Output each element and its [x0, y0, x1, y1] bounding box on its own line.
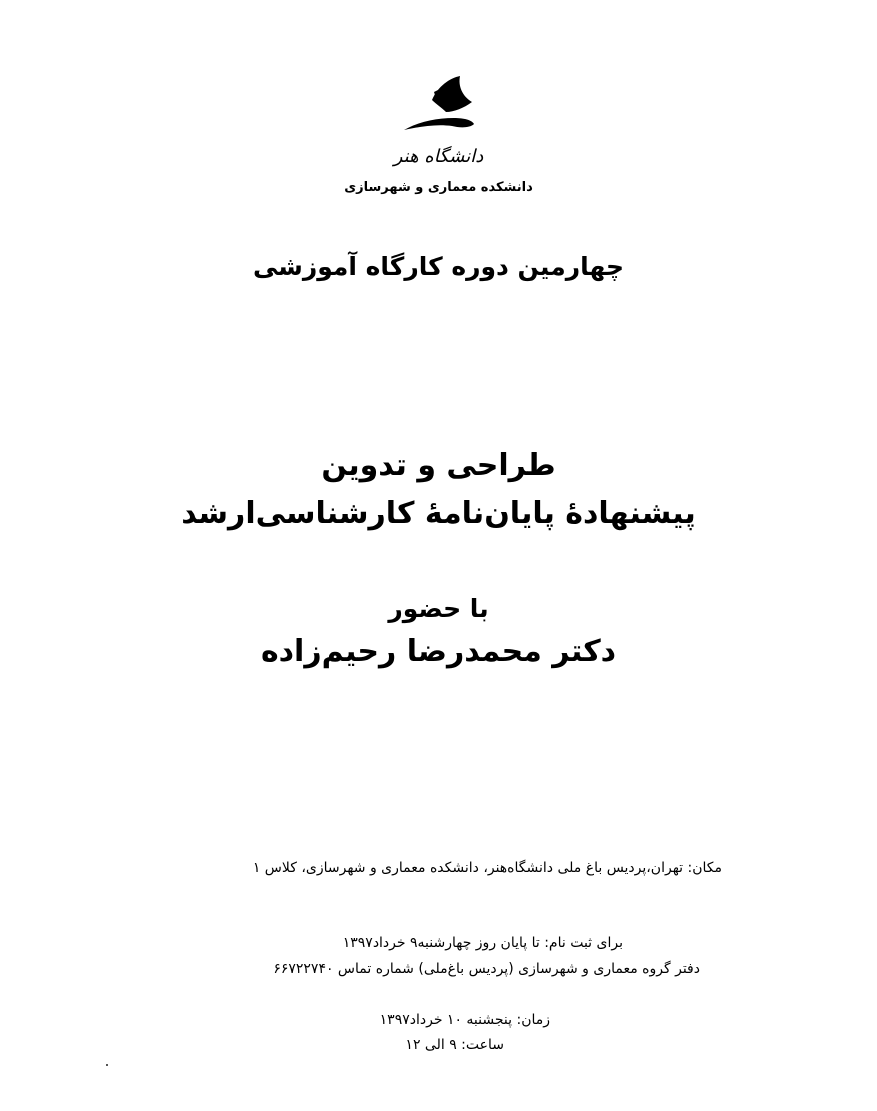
workshop-series-heading: چهارمین دوره کارگاه آموزشی — [252, 252, 625, 281]
pen-nib-logo-icon — [398, 72, 478, 142]
location-text: مکان: تهران،پردیس باغ ملی دانشگاه‌هنر، دانشکده معماری و شهرسازی، کلاس ۱ — [252, 860, 722, 876]
presence-label: با حضور — [388, 594, 489, 623]
event-time-text: ساعت: ۹ الی ۱۲ — [405, 1037, 504, 1053]
workshop-title-line2: پیشنهادهٔ پایان‌نامهٔ کارشناسی‌ارشد — [181, 496, 696, 531]
university-name: دانشگاه هنر — [393, 146, 484, 167]
workshop-title-line1: طراحی و تدوین — [321, 448, 556, 483]
event-date-text: زمان: پنجشنبه ۱۰ خرداد۱۳۹۷ — [379, 1012, 550, 1028]
registration-deadline-text: برای ثبت نام: تا پایان روز چهارشنبه۹ خرداد۱۳۹۷ — [342, 935, 623, 951]
office-contact-text: دفتر گروه معماری و شهرسازی (پردیس باغ‌ملی) شماره تماس ۶۶۷۲۲۷۴۰ — [273, 961, 700, 977]
faculty-name: دانشکده معماری و شهرسازی — [344, 180, 533, 195]
presenter-name: دکتر محمدرضا رحیم‌زاده — [260, 634, 617, 669]
university-logo — [398, 72, 478, 142]
scan-artifact-dot — [106, 1064, 108, 1066]
